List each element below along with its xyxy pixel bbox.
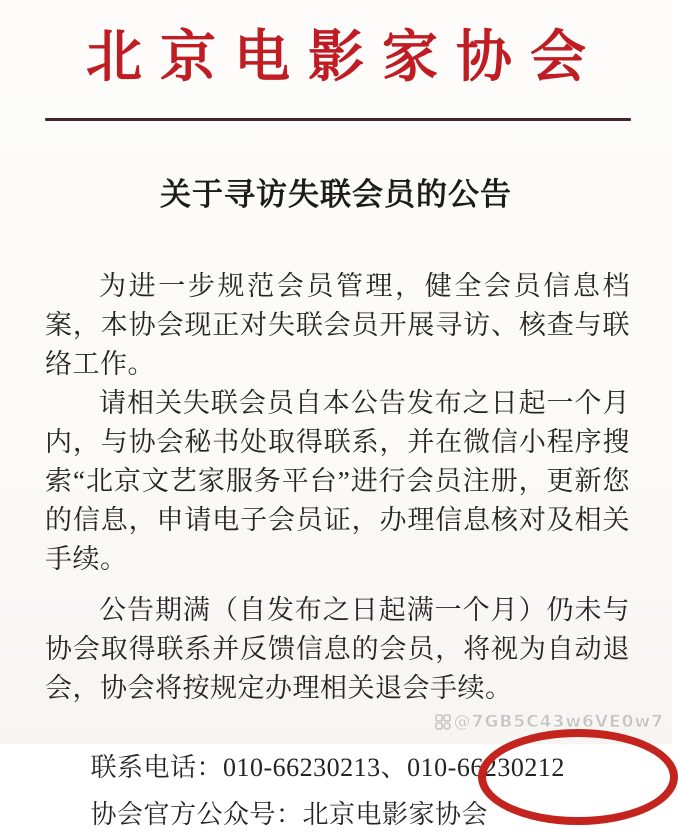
notice-paragraph: 公告期满（自发布之日起满一个月）仍未与协会取得联系并反馈信息的会员，将视为自动退会，协会将按规定办理相关退会手续。 (45, 595, 630, 703)
organization-letterhead: 北京电影家协会 (86, 27, 604, 89)
notice-title: 关于寻访失联会员的公告 (160, 177, 512, 212)
letterhead-divider (45, 118, 631, 121)
watermark-text: @7GB5C43w6VE0w7 (453, 712, 664, 732)
contact-official-account-line: 协会官方公众号：北京电影家协会 (90, 800, 489, 829)
watermark (435, 712, 664, 732)
notice-paragraph: 为进一步规范会员管理，健全会员信息档案，本协会现正对失联会员开展寻访、核查与联络工作。 (45, 271, 630, 379)
notice-body (45, 267, 630, 708)
contact-phone-line: 联系电话：010-66230213、010-66230212 (90, 753, 565, 782)
watermark-app-logo-icon (435, 714, 451, 730)
red-seal-stamp (478, 729, 678, 825)
notice-paragraph: 请相关失联会员自本公告发布之日起一个月内，与协会秘书处取得联系，并在微信小程序搜索“北京文艺家服务平台”进行会员注册，更新您的信息，申请电子会员证，办理信息核对及相关手续。 (45, 388, 630, 574)
